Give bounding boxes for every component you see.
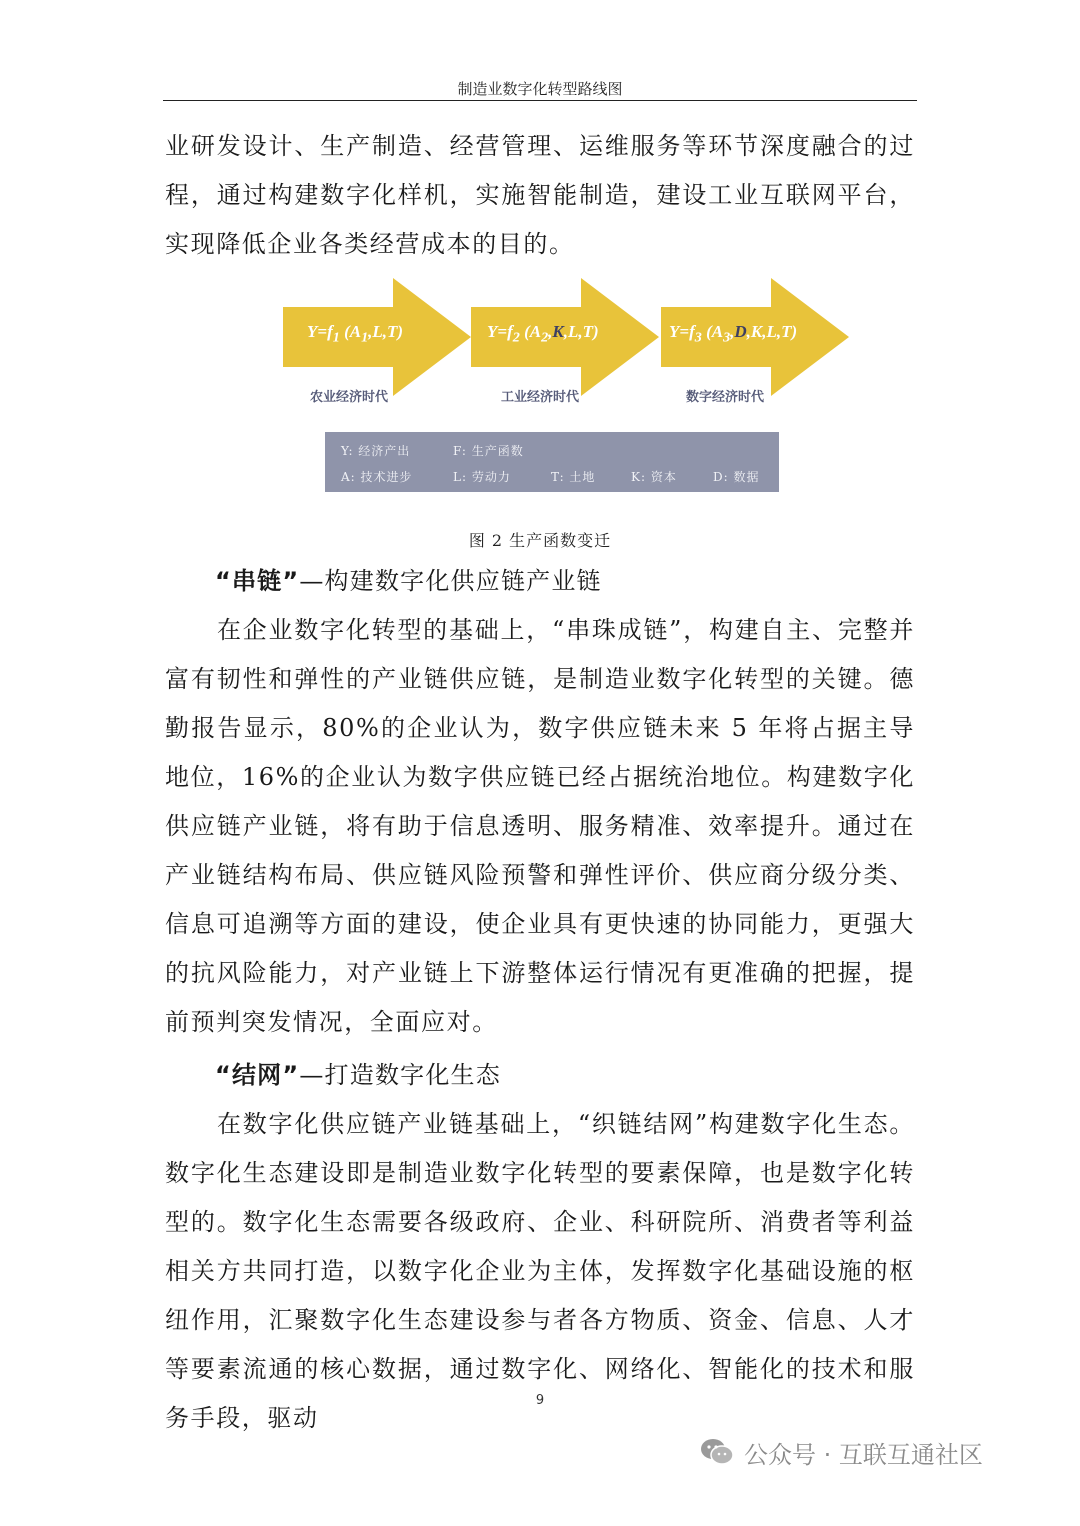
label-agricultural-era: 农业经济时代 xyxy=(309,390,388,405)
figure-legend xyxy=(325,432,779,492)
legend-item-l: L: 劳动力 xyxy=(453,470,511,484)
legend-item-t: T: 土地 xyxy=(551,470,596,484)
legend-item-f: F: 生产函数 xyxy=(453,444,524,458)
label-digital-era: 数字经济时代 xyxy=(685,390,764,405)
page-number: 9 xyxy=(535,1393,545,1408)
legend-item-k: K: 资本 xyxy=(631,470,677,484)
legend-item-a: A: 技术进步 xyxy=(341,470,413,484)
highlight-data: D xyxy=(734,322,747,341)
legend-item-y: Y: 经济产出 xyxy=(341,444,411,458)
watermark xyxy=(700,1428,983,1476)
paragraph-3: 在数字化供应链产业链基础上，“织链结网”构建数字化生态。数字化生态建设即是制造业数字化转型的要素保障，也是数字化转型的。数字化生态需要各级政府、企业、科研院所、消费者等利益相关方共同打造，以数字化企业为主体，发挥数字化基础设施的枢纽作用，汇聚数字化生态建设参与者各方物质、资金、信息、人才等要素流通的核心数据，通过数字化、网络化、智能化的技术和服务手段，驱动 xyxy=(165,1110,915,1432)
figure-caption: 图 2 生产函数变迁 xyxy=(468,531,612,550)
highlight-capital: K xyxy=(552,322,564,341)
watermark-text: 公众号 · 互联互通社区 xyxy=(744,1440,983,1469)
wechat-icon xyxy=(700,1437,734,1467)
formula-industrial: $Y=f_2$ $(A_2,K,L,T)$ xyxy=(487,322,599,346)
section-key-network: “结网” xyxy=(215,1061,300,1089)
section-heading-network xyxy=(215,1051,501,1100)
section-key-chain: “串链” xyxy=(215,567,300,595)
production-function-figure xyxy=(283,278,849,408)
paragraph-2: 在企业数字化转型的基础上，“串珠成链”，构建自主、完整并富有韧性和弹性的产业链供应链，是制造业数字化转型的关键。德勤报告显示，80%的企业认为，数字供应链未来 5 年将占据主导地位，16%的企业认为数字供应链已经占据统治地位。构建数字化供应链产业链，将有助于信息透明、服务精准、效率提升。通过在产业链结构布局、供应链风险预警和弹性评价、供应商分级分类、信息可追溯等方面的建设，使企业具有更快速的协同能力，更强大的抗风险能力，对产业链上下游整体运行情况有更准确的把握，提前预判突发情况，全面应对。 xyxy=(165,616,915,1036)
section-rest-network: —打造数字化生态 xyxy=(299,1061,501,1089)
paragraph-1: 业研发设计、生产制造、经营管理、运维服务等环节深度融合的过程，通过构建数字化样机，实施智能制造，建设工业互联网平台，实现降低企业各类经营成本的目的。 xyxy=(165,132,915,258)
header-rule xyxy=(163,100,917,101)
formula-agricultural: $Y=f_1$ $(A_1,L,T)$ xyxy=(307,322,404,346)
legend-item-d: D: 数据 xyxy=(713,470,760,484)
section-rest-chain: —构建数字化供应链产业链 xyxy=(299,567,602,595)
section-heading-chain xyxy=(215,557,602,606)
header-title: 制造业数字化转型路线图 xyxy=(457,80,623,98)
formula-digital: $Y=f_3$ $(A_3,D,K,L,T)$ xyxy=(669,322,798,346)
label-industrial-era: 工业经济时代 xyxy=(500,390,579,405)
